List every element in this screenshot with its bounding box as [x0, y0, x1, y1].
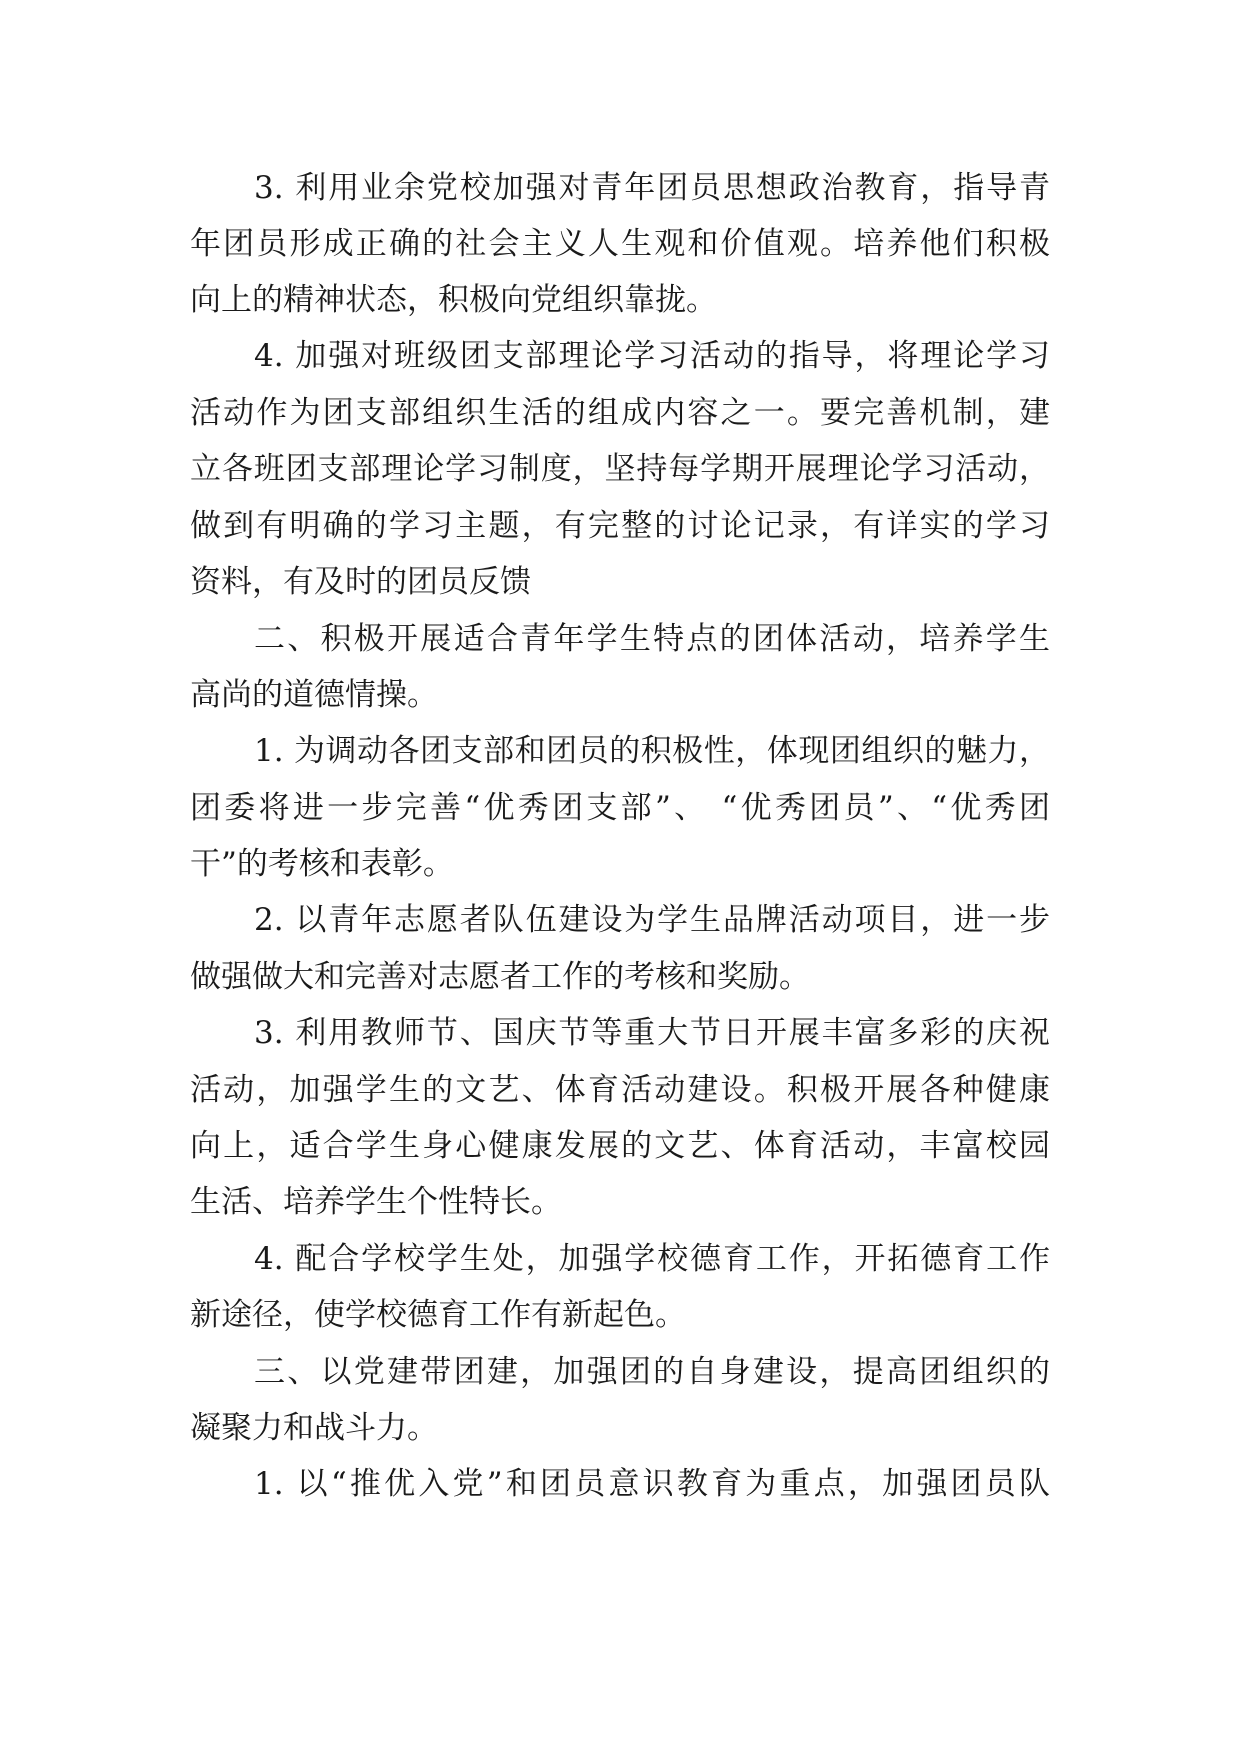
paragraph-line: 1. 为调动各团支部和团员的积极性，体现团组织的魅力， [254, 733, 1050, 769]
paragraph-line: 3. 利用教师节、国庆节等重大节日开展丰富多彩的庆祝 [254, 1015, 1050, 1051]
paragraph-line: 做到有明确的学习主题，有完整的讨论记录，有详实的学习 [190, 508, 1050, 544]
paragraph-line: 立各班团支部理论学习制度，坚持每学期开展理论学习活动， [190, 451, 1050, 487]
paragraph-line: 做强做大和完善对志愿者工作的考核和奖励。 [190, 959, 810, 995]
paragraph-line: 新途径，使学校德育工作有新起色。 [190, 1297, 686, 1333]
paragraph-line: 团委将进一步完善“优秀团支部”、 “优秀团员”、“优秀团 [190, 790, 1050, 826]
paragraph-line: 活动作为团支部组织生活的组成内容之一。要完善机制，建 [190, 395, 1050, 431]
section-heading-line: 二、积极开展适合青年学生特点的团体活动，培养学生 [254, 621, 1050, 657]
section-heading-line: 三、以党建带团建，加强团的自身建设，提高团组织的 [254, 1354, 1050, 1390]
section-heading-line: 高尚的道德情操。 [190, 677, 438, 713]
paragraph-line: 2. 以青年志愿者队伍建设为学生品牌活动项目，进一步 [254, 902, 1050, 938]
section-heading-line: 凝聚力和战斗力。 [190, 1410, 438, 1446]
paragraph-line: 3. 利用业余党校加强对青年团员思想政治教育，指导青 [254, 170, 1050, 206]
paragraph-line: 生活、培养学生个性特长。 [190, 1184, 562, 1220]
paragraph-line: 4. 配合学校学生处，加强学校德育工作，开拓德育工作 [254, 1241, 1050, 1277]
paragraph-line: 资料，有及时的团员反馈 [190, 564, 531, 600]
paragraph-line: 干”的考核和表彰。 [190, 846, 454, 882]
paragraph-line: 年团员形成正确的社会主义人生观和价值观。培养他们积极 [190, 226, 1050, 262]
paragraph-line: 活动，加强学生的文艺、体育活动建设。积极开展各种健康 [190, 1072, 1050, 1108]
paragraph-line: 向上的精神状态，积极向党组织靠拢。 [190, 282, 717, 318]
paragraph-line: 4. 加强对班级团支部理论学习活动的指导，将理论学习 [254, 338, 1050, 374]
paragraph-line: 向上，适合学生身心健康发展的文艺、体育活动，丰富校园 [190, 1128, 1050, 1164]
paragraph-line: 1. 以“推优入党”和团员意识教育为重点，加强团员队 [254, 1466, 1050, 1502]
